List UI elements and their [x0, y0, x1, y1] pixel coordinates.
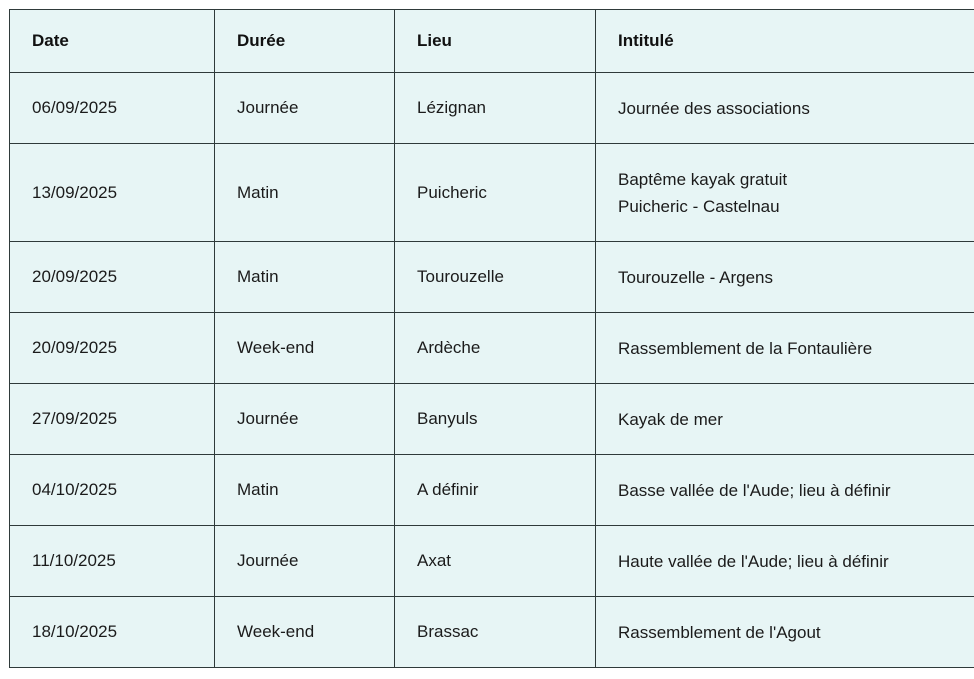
- table-header: [10, 10, 974, 73]
- cell-intitule: [596, 455, 974, 526]
- cell-lieu: Brassac: [395, 597, 596, 668]
- intitule-line: Rassemblement de la Fontaulière: [618, 335, 962, 362]
- cell-intitule: [596, 242, 974, 313]
- cell-date: 20/09/2025: [10, 313, 215, 384]
- cell-date: 11/10/2025: [10, 526, 215, 597]
- cell-duree: Week-end: [215, 597, 395, 668]
- intitule-line: Rassemblement de l'Agout: [618, 619, 962, 646]
- cell-intitule: [596, 313, 974, 384]
- cell-duree: Journée: [215, 526, 395, 597]
- cell-lieu: Puicheric: [395, 144, 596, 242]
- cell-date: 06/09/2025: [10, 73, 215, 144]
- cell-date: 13/09/2025: [10, 144, 215, 242]
- intitule-line: Baptême kayak gratuit: [618, 166, 962, 193]
- intitule-line: Basse vallée de l'Aude; lieu à définir: [618, 477, 962, 504]
- table-row: [10, 242, 974, 313]
- cell-lieu: Tourouzelle: [395, 242, 596, 313]
- cell-intitule: [596, 526, 974, 597]
- header-duree: Durée: [215, 10, 395, 73]
- cell-duree: Matin: [215, 242, 395, 313]
- header-row: [10, 10, 974, 73]
- cell-duree: Journée: [215, 384, 395, 455]
- header-lieu: Lieu: [395, 10, 596, 73]
- table-row: [10, 455, 974, 526]
- cell-lieu: Ardèche: [395, 313, 596, 384]
- table-row: [10, 597, 974, 668]
- header-intitule: Intitulé: [596, 10, 974, 73]
- cell-date: 04/10/2025: [10, 455, 215, 526]
- table-row: [10, 526, 974, 597]
- cell-intitule: [596, 597, 974, 668]
- cell-date: 27/09/2025: [10, 384, 215, 455]
- cell-intitule: [596, 384, 974, 455]
- cell-lieu: A définir: [395, 455, 596, 526]
- intitule-line: Tourouzelle - Argens: [618, 264, 962, 291]
- intitule-line: Haute vallée de l'Aude; lieu à définir: [618, 548, 962, 575]
- cell-duree: Week-end: [215, 313, 395, 384]
- intitule-line: Puicheric - Castelnau: [618, 193, 962, 220]
- cell-date: 18/10/2025: [10, 597, 215, 668]
- cell-duree: Matin: [215, 144, 395, 242]
- events-table: [9, 9, 974, 668]
- events-table-container: [9, 9, 974, 679]
- cell-lieu: Banyuls: [395, 384, 596, 455]
- cell-lieu: Axat: [395, 526, 596, 597]
- cell-intitule: [596, 144, 974, 242]
- table-row: [10, 384, 974, 455]
- intitule-line: Journée des associations: [618, 95, 962, 122]
- table-row: [10, 144, 974, 242]
- intitule-line: Kayak de mer: [618, 406, 962, 433]
- table-row: [10, 313, 974, 384]
- cell-intitule: [596, 73, 974, 144]
- cell-lieu: Lézignan: [395, 73, 596, 144]
- cell-date: 20/09/2025: [10, 242, 215, 313]
- cell-duree: Journée: [215, 73, 395, 144]
- table-row: [10, 73, 974, 144]
- cell-duree: Matin: [215, 455, 395, 526]
- header-date: Date: [10, 10, 215, 73]
- table-body: [10, 73, 974, 668]
